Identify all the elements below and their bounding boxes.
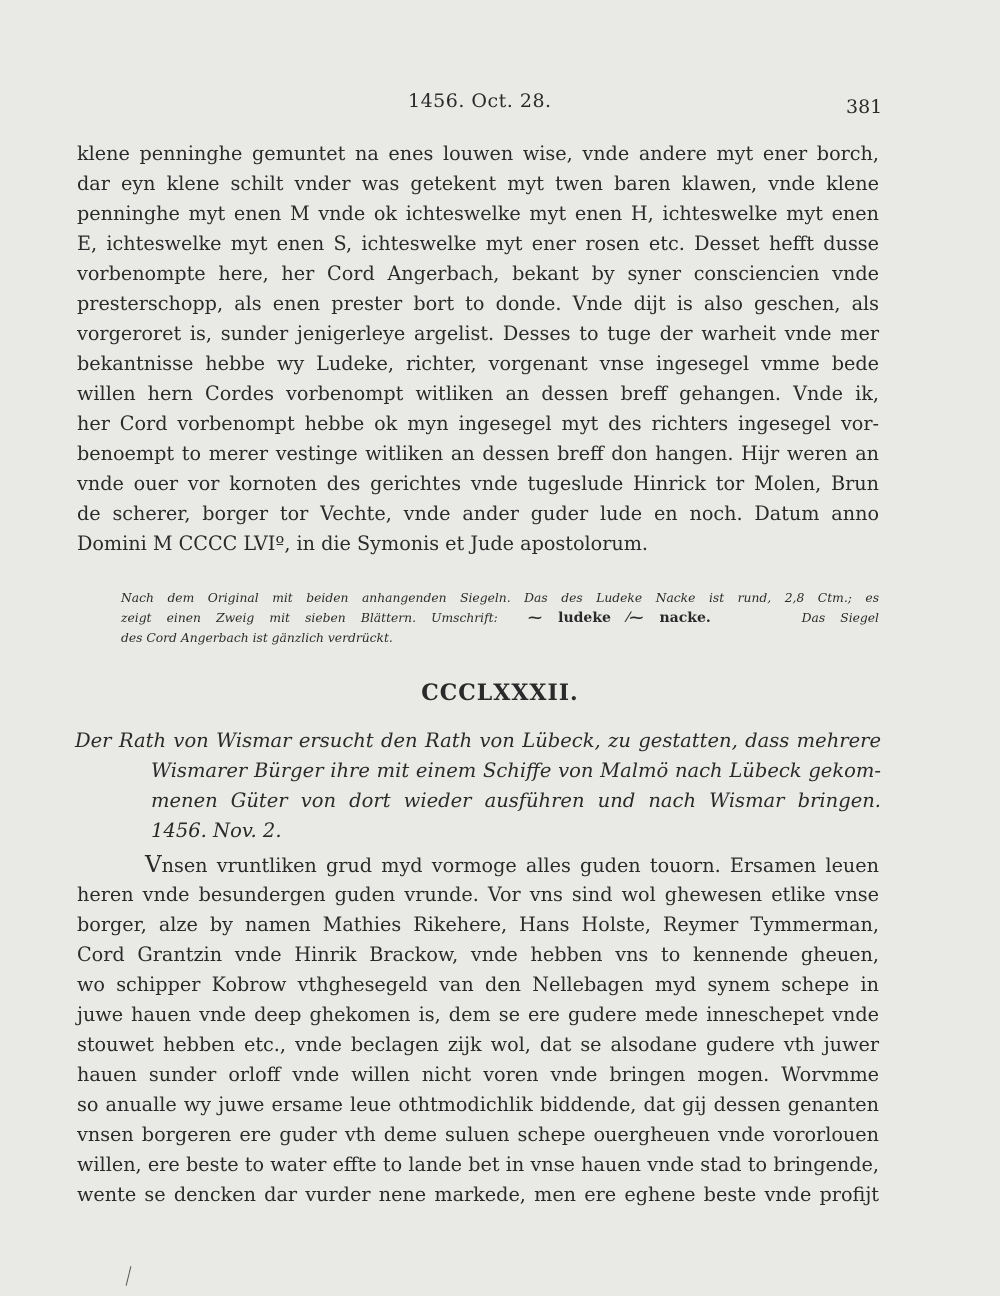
seal-inscription: ⁓ ludeke ⁄⁓ nacke.: [528, 610, 711, 626]
section-number-heading: CCCLXXXII.: [421, 680, 579, 706]
text-line: heren vnde besundergen guden vrunde. Vor vns sind wol ghewesen etlike vnse: [77, 883, 879, 906]
note-text: Das Siegel: [801, 611, 879, 625]
note-text: zeigt einen Zweig mit sieben Blättern. Umschrift:: [121, 611, 498, 625]
text-line-rest: nsen vruntliken grud myd vormoge alles guden touorn. Ersamen leuen: [161, 854, 879, 877]
text-line: vnde ouer vor kornoten des gerichtes vnde tugeslude Hinrick tor Molen, Brun: [77, 472, 879, 495]
text-line: hauen sunder orloff vnde willen nicht voren vnde bringen mogen. Worvmme: [77, 1063, 879, 1086]
text-line: stouwet hebben etc., vnde beclagen zijk wol, dat se alsodane gudere vth juwer: [77, 1033, 879, 1056]
text-line: benoempt to merer vestinge witliken an dessen breff don hangen. Hijr weren an: [77, 442, 879, 465]
text-line: Domini M CCCC LVIº, in die Symonis et Jude apostolorum.: [77, 532, 649, 555]
text-line: her Cord vorbenompt hebbe ok myn ingesegel myt des richters ingesegel vor-: [77, 412, 879, 435]
margin-pencil-mark: [126, 1266, 132, 1286]
running-header-date: 1456. Oct. 28.: [408, 90, 552, 112]
note-line: [121, 608, 879, 628]
text-line: so anualle wy juwe ersame leue othtmodichlik biddende, dat gij dessen genanten: [77, 1093, 879, 1116]
text-line: presterschopp, als enen prester bort to donde. Vnde dijt is also geschen, als: [77, 292, 879, 315]
editorial-note: [121, 588, 879, 648]
text-line: borger, alze by namen Mathies Rikehere, Hans Holste, Reymer Tymmerman,: [77, 913, 879, 936]
text-line: E, ichteswelke myt enen S, ichteswelke myt ener rosen etc. Desset hefft dusse: [77, 232, 879, 255]
text-line: juwe hauen vnde deep ghekomen is, dem se ere gudere mede inneschepet vnde: [77, 1003, 879, 1026]
text-line: vorbenompte here, her Cord Angerbach, bekant by syner consciencien vnde: [77, 262, 879, 285]
text-line: [77, 850, 879, 880]
text-line: bekantnisse hebbe wy Ludeke, richter, vorgenant vnse ingesegel vmme bede: [77, 352, 879, 375]
summary-line: Der Rath von Wismar ersucht den Rath von Lübeck, zu gestatten, dass mehrere: [75, 729, 881, 752]
document-summary: [75, 726, 881, 846]
drop-cap: V: [145, 852, 162, 878]
text-line: klene penninghe gemuntet na enes louwen wise, vnde andere myt ener borch,: [77, 142, 879, 165]
text-line: willen hern Cordes vorbenompt witliken an dessen breff gehangen. Vnde ik,: [77, 382, 879, 405]
letter-text: [77, 850, 879, 1210]
document-paragraph: [77, 139, 879, 559]
text-line: vnsen borgeren ere guder vth deme suluen schepe ouergheuen vnde vororlouen: [77, 1123, 879, 1146]
summary-line: menen Güter von dort wieder ausführen und nach Wismar bringen.: [151, 789, 881, 812]
text-line: dar eyn klene schilt vnder was getekent myt twen baren klawen, vnde klene: [77, 172, 879, 195]
text-line: wo schipper Kobrow vthghesegeld van den Nellebagen myd synem schepe in: [77, 973, 879, 996]
summary-line: 1456. Nov. 2.: [151, 819, 282, 842]
note-line: Nach dem Original mit beiden anhangenden Siegeln. Das des Ludeke Nacke ist rund, 2,8 Ctm.; es: [121, 591, 879, 605]
summary-line: Wismarer Bürger ihre mit einem Schiffe von Malmö nach Lübeck gekom-: [151, 759, 881, 782]
text-line: Cord Grantzin vnde Hinrik Brackow, vnde hebben vns to kennende gheuen,: [77, 943, 879, 966]
text-line: willen, ere beste to water effte to lande bet in vnse hauen vnde stad to bringende,: [77, 1153, 879, 1176]
page-number: 381: [846, 96, 883, 118]
note-line: des Cord Angerbach ist gänzlich verdrückt.: [121, 631, 393, 645]
text-line: de scherer, borger tor Vechte, vnde ander guder lude en noch. Datum anno: [77, 502, 879, 525]
text-line: wente se dencken dar vurder nene markede, men ere eghene beste vnde profijt: [77, 1183, 879, 1206]
text-line: vorgeroret is, sunder jenigerleye argelist. Desses to tuge der warheit vnde mer: [77, 322, 879, 345]
text-line: penninghe myt enen M vnde ok ichteswelke myt enen H, ichteswelke myt enen: [77, 202, 879, 225]
